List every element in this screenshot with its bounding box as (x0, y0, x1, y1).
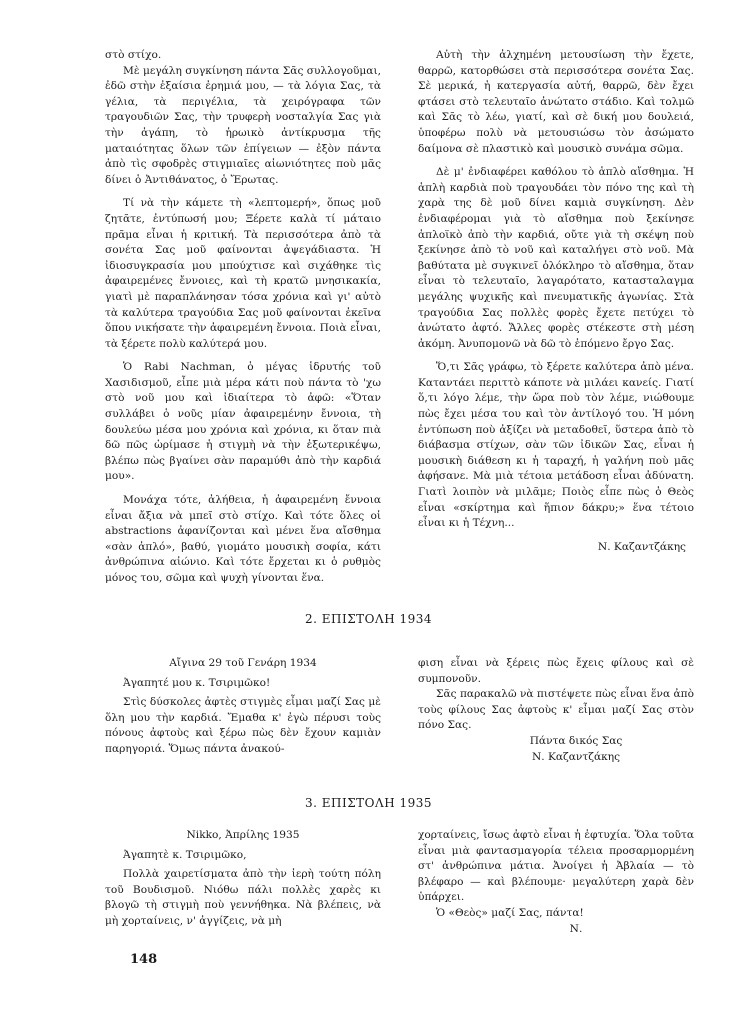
paragraph: Ὁ Rabi Nachman, ὁ μέγας ἱδρυτής τοῦ Χασιδισμοῦ, εἶπε μιὰ μέρα κάτι ποὺ πάντα τὸ 'χω στὸ νοῦ μου καὶ ἰδιαίτερα τὸ ἀφῶ: «Ὅταν συλλάβει ὁ νοῦς μίαν ἀφαιρεμένην ἔννοια, τὴ δουλεύω μέσα μου χρόνια καὶ χρόνια, κι ὅταν πιὰ δῶ πῶς ὡρίμασε ἡ στιγμὴ νὰ τὴν ἐξωτερικέψω, βλέπω πὼς βγαίνει σὰν παραμύθι ἀπὸ τὴν καρδιά μου». (105, 361, 381, 483)
letter3-left-column (105, 828, 381, 930)
section-heading: 2. ΕΠΙΣΤΟΛΗ 1934 (304, 612, 433, 626)
paragraph: Ὁ «Θεὸς» μαζί Σας, πάντα! (436, 906, 584, 919)
closing: Πάντα δικός Σας (529, 734, 623, 747)
paragraph: φιση εἶναι νὰ ξέρεις πὼς ἔχεις φίλους καὶ σὲ συμπονοῦν. (418, 657, 694, 685)
paragraph: Ὅ,τι Σᾶς γράφω, τὸ ξέρετε καλύτερα ἀπὸ μένα. Καταντάει περιττὸ κάποτε νὰ μιλάει κανείς. Γιατί ὅ,τι λόγο λέμε, τὴν ὥρα ποὺ τὸν λέμε, νιώθουμε πὼς ἔχει μέσα του καὶ τὸν ἀντίλογό του. Ἡ μόνη ἐντύπωση ποὺ ἀξίζει νὰ μεταδοθεῖ, ὕστερα ἀπὸ τὸ διάβασμα στίχων, σὰν τῶν ἰδικῶν Σας, εἶναι ἡ μουσικὴ διάθεση κι ἡ ταραχή, ἡ γαλήνη ποὺ μᾶς ἀφήσανε. Μὰ μιὰ τέτοια μετάδοση εἶναι ἀδύνατη. Γιατὶ λοιπὸν νὰ μιλᾶμε; Ποιὸς εἶπε πὼς ὁ Θεὸς εἶναι «σκίρτημα καὶ ἥπιον δάκρυ;» ἕνα τέτοιο εἶναι κι ἡ Τέχνη... (418, 361, 694, 530)
salutation: Ἀγαπητὲ κ. Τσιριμῶκο, (123, 848, 247, 861)
paragraph: Τί νὰ τὴν κάμετε τὴ «λεπτομερή», ὅπως μοῦ ζητᾶτε, ἐντύπωσή μου; Ξέρετε καλὰ τί μάταιο πρᾶμα εἶναι ἡ κριτική. Τὰ περισσότερα ἀπὸ τὰ σονέτα Σας μοῦ φαίνονται ἀψεγάδιαστα. Ἡ ἰδιοσυγκρασία μου μπούχτισε καὶ σιχάθηκε τὶς ἀφαιρεμένες ἔννοιες, καὶ τὴ κρατῶ μνησικακία, γιατὶ μὲ παραπλάνησαν τόσα χρόνια καὶ γι' αὐτὸ τὰ καλύτερα τραγούδια Σας μοῦ φαίνονται ἐκεῖνα ὅπου νικήσατε τὴν ἀφαιρεμένη ἔννοια. Ποιὰ εἶναι, τὰ ξέρετε πολὺ καλύτερά μου. (105, 197, 381, 350)
section-heading: 3. ΕΠΙΣΤΟΛΗ 1935 (304, 796, 433, 810)
signature: Ν. Καζαντζάκης (531, 750, 621, 763)
letter1-right-column (418, 48, 694, 555)
paragraph: Μὲ μεγάλη συγκίνηση πάντα Σᾶς συλλογοῦμαι, ἐδῶ στὴν ἐξαίσια ἐρημιά μου, — τὰ λόγια Σας, τὰ γέλια, τὰ περιγέλια, τὰ χειρόγραφα τῶν τραγουδιῶν Σας, τὴν τρυφερὴ νοσταλγία Σας γιὰ τὴν ἀγάπη, τὸ ἡρωικὸ ἀντίκρυσμα τῆς ματαιότητας ὅλων τῶν ἐπίγειων — ἐξὸν πάντα ἀπὸ τὶς σφοδρὲς στιγμιαῖες αἰωνιότητες ποὺ μᾶς δίνει ὁ Ἀντιθάνατος, ὁ Ἔρωτας. (105, 64, 381, 186)
letter2-left-column (105, 656, 381, 758)
paragraph: στὸ στίχο. (105, 49, 162, 61)
dateline: Nikko, Ἀπρίλης 1935 (186, 829, 300, 841)
letter1-left-column (105, 48, 381, 587)
paragraph: Αὐτὴ τὴν ἀλχημένη μετουσίωση τὴν ἔχετε, θαρρῶ, κατορθώσει στὰ περισσότερα σονέτα Σας. Σὲ μερικά, ἡ κατεργασία αὐτή, θαρρῶ, δὲν ἔχει φτάσει στὸ τελευταῖο ἀνώτατο στάδιο. Καὶ τολμῶ καὶ Σᾶς τὸ λέω, γιατί, καὶ σὲ δική μου δουλειά, ὑποφέρω πολὺ νὰ μετουσιώσω τὸν ἀσώματο δαίμονα σὲ πλαστικὸ καὶ μουσικὸ συνάμα σῶμα. (418, 49, 694, 155)
signature: Ν. Καζαντζάκης (597, 540, 686, 553)
paragraph: Σᾶς παρακαλῶ νὰ πιστέψετε πὼς εἶναι ἕνα ἀπὸ τοὺς φίλους Σας ἀφτοὺς κ' εἶμαι μαζί Σας στὸν πόνο Σας. (418, 688, 694, 732)
paragraph: Στὶς δύσκολες ἀφτὲς στιγμὲς εἶμαι μαζί Σας μὲ ὅλη μου τὴν καρδιά. Ἔμαθα κ' ἐγὼ πέρυσι τοὺς πόνους ἀφτοὺς καὶ ξέρω πὼς δὲν ἔχουν καμιὰν παρηγοριά. Ὅμως πάντα ἀνακού- (105, 696, 381, 755)
paragraph: Δὲ μ' ἐνδιαφέρει καθόλου τὸ ἁπλὸ αἴσθημα. Ἡ ἁπλὴ καρδιὰ ποὺ τραγουδάει τὸν πόνο της καὶ τὴ χαρὰ της δὲ μοῦ δίνει καμιὰ συγκίνηση. Δὲν ἐνδιαφέρομαι γιὰ τὸ αἴσθημα ποὺ ξεκίνησε ἁπλοϊκὸ ἀπὸ τὴν καρδιά, οὔτε γιὰ τὴ σκέψη ποὺ ξεκίνησε ἀπὸ τὸ νοῦ καὶ καταλήγει στὸ νοῦ. Μὰ βαθύτατα μὲ συγκινεῖ ὁλόκληρο τὸ αἴσθημα, ὅταν εἶναι τὸ τελευταῖο, λαγαρότατο, κατασταλαγμα μεγάλης ψυχικῆς καὶ πνευματικῆς ἀγωνίας. Στὰ τραγούδια Σας πολλὲς φορὲς ἔχετε πετύχει τὸ ἀνώτατο ἀφτό. Ἄλλες φορὲς στέκεστε στὴ μέση ἀκόμη. Ἀνυπομονῶ νὰ δῶ τὸ ἑπόμενο ἔργο Σας. (418, 166, 694, 350)
salutation: Ἀγαπητέ μου κ. Τσιριμῶκο! (123, 676, 271, 689)
letter3-right-column (418, 828, 694, 937)
paragraph: Πολλὰ χαιρετίσματα ἀπὸ τὴν ἱερὴ τούτη πόλη τοῦ Βουδισμοῦ. Νιόθω πάλι πολλὲς χαρὲς κι βλογῶ τὴ στιγμὴ ποὺ γεννήθηκα. Νὰ βλέπεις, νὰ μὴ χορταίνεις, ν' ἀγγίζεις, νὰ μὴ (105, 868, 381, 927)
dateline: Αἴγινα 29 τοῦ Γενάρη 1934 (169, 657, 317, 669)
paragraph: χορταίνεις, ἴσως ἀφτὸ εἶναι ἡ ἐφτυχία. Ὅλα τοῦτα εἶναι μιὰ φαντασμαγορία τέλεια προσαρμορμένη στ' ἀνθρώπινα μάτια. Ἀνοίγει ἡ Ἀβλαία — τὸ βλέφαρο — καὶ βλέπουμε· μεγαλύτερη χαρὰ δὲν ὑπάρχει. (418, 829, 694, 904)
page-number: 148 (130, 952, 158, 967)
letter2-right-column (418, 656, 694, 765)
paragraph: Μονάχα τότε, ἀλήθεια, ἡ ἀφαιρεμένη ἔννοια εἶναι ἄξια νὰ μπεῖ στὸ στίχο. Καὶ τότε ὅλες οἱ abstractions ἀφανίζονται καὶ μένει ἕνα αἴσθημα «σὰν ἁπλό», βαθύ, γιομάτο μουσικὴ σοφία, κάτι ἀνθρώπινα αἰώνιο. Καὶ τότε ἔρχεται κι ὁ ρυθμὸς μόνος του, σῶμα καὶ ψυχὴ γίνονται ἕνα. (105, 494, 381, 584)
signature: Ν. (569, 922, 583, 935)
